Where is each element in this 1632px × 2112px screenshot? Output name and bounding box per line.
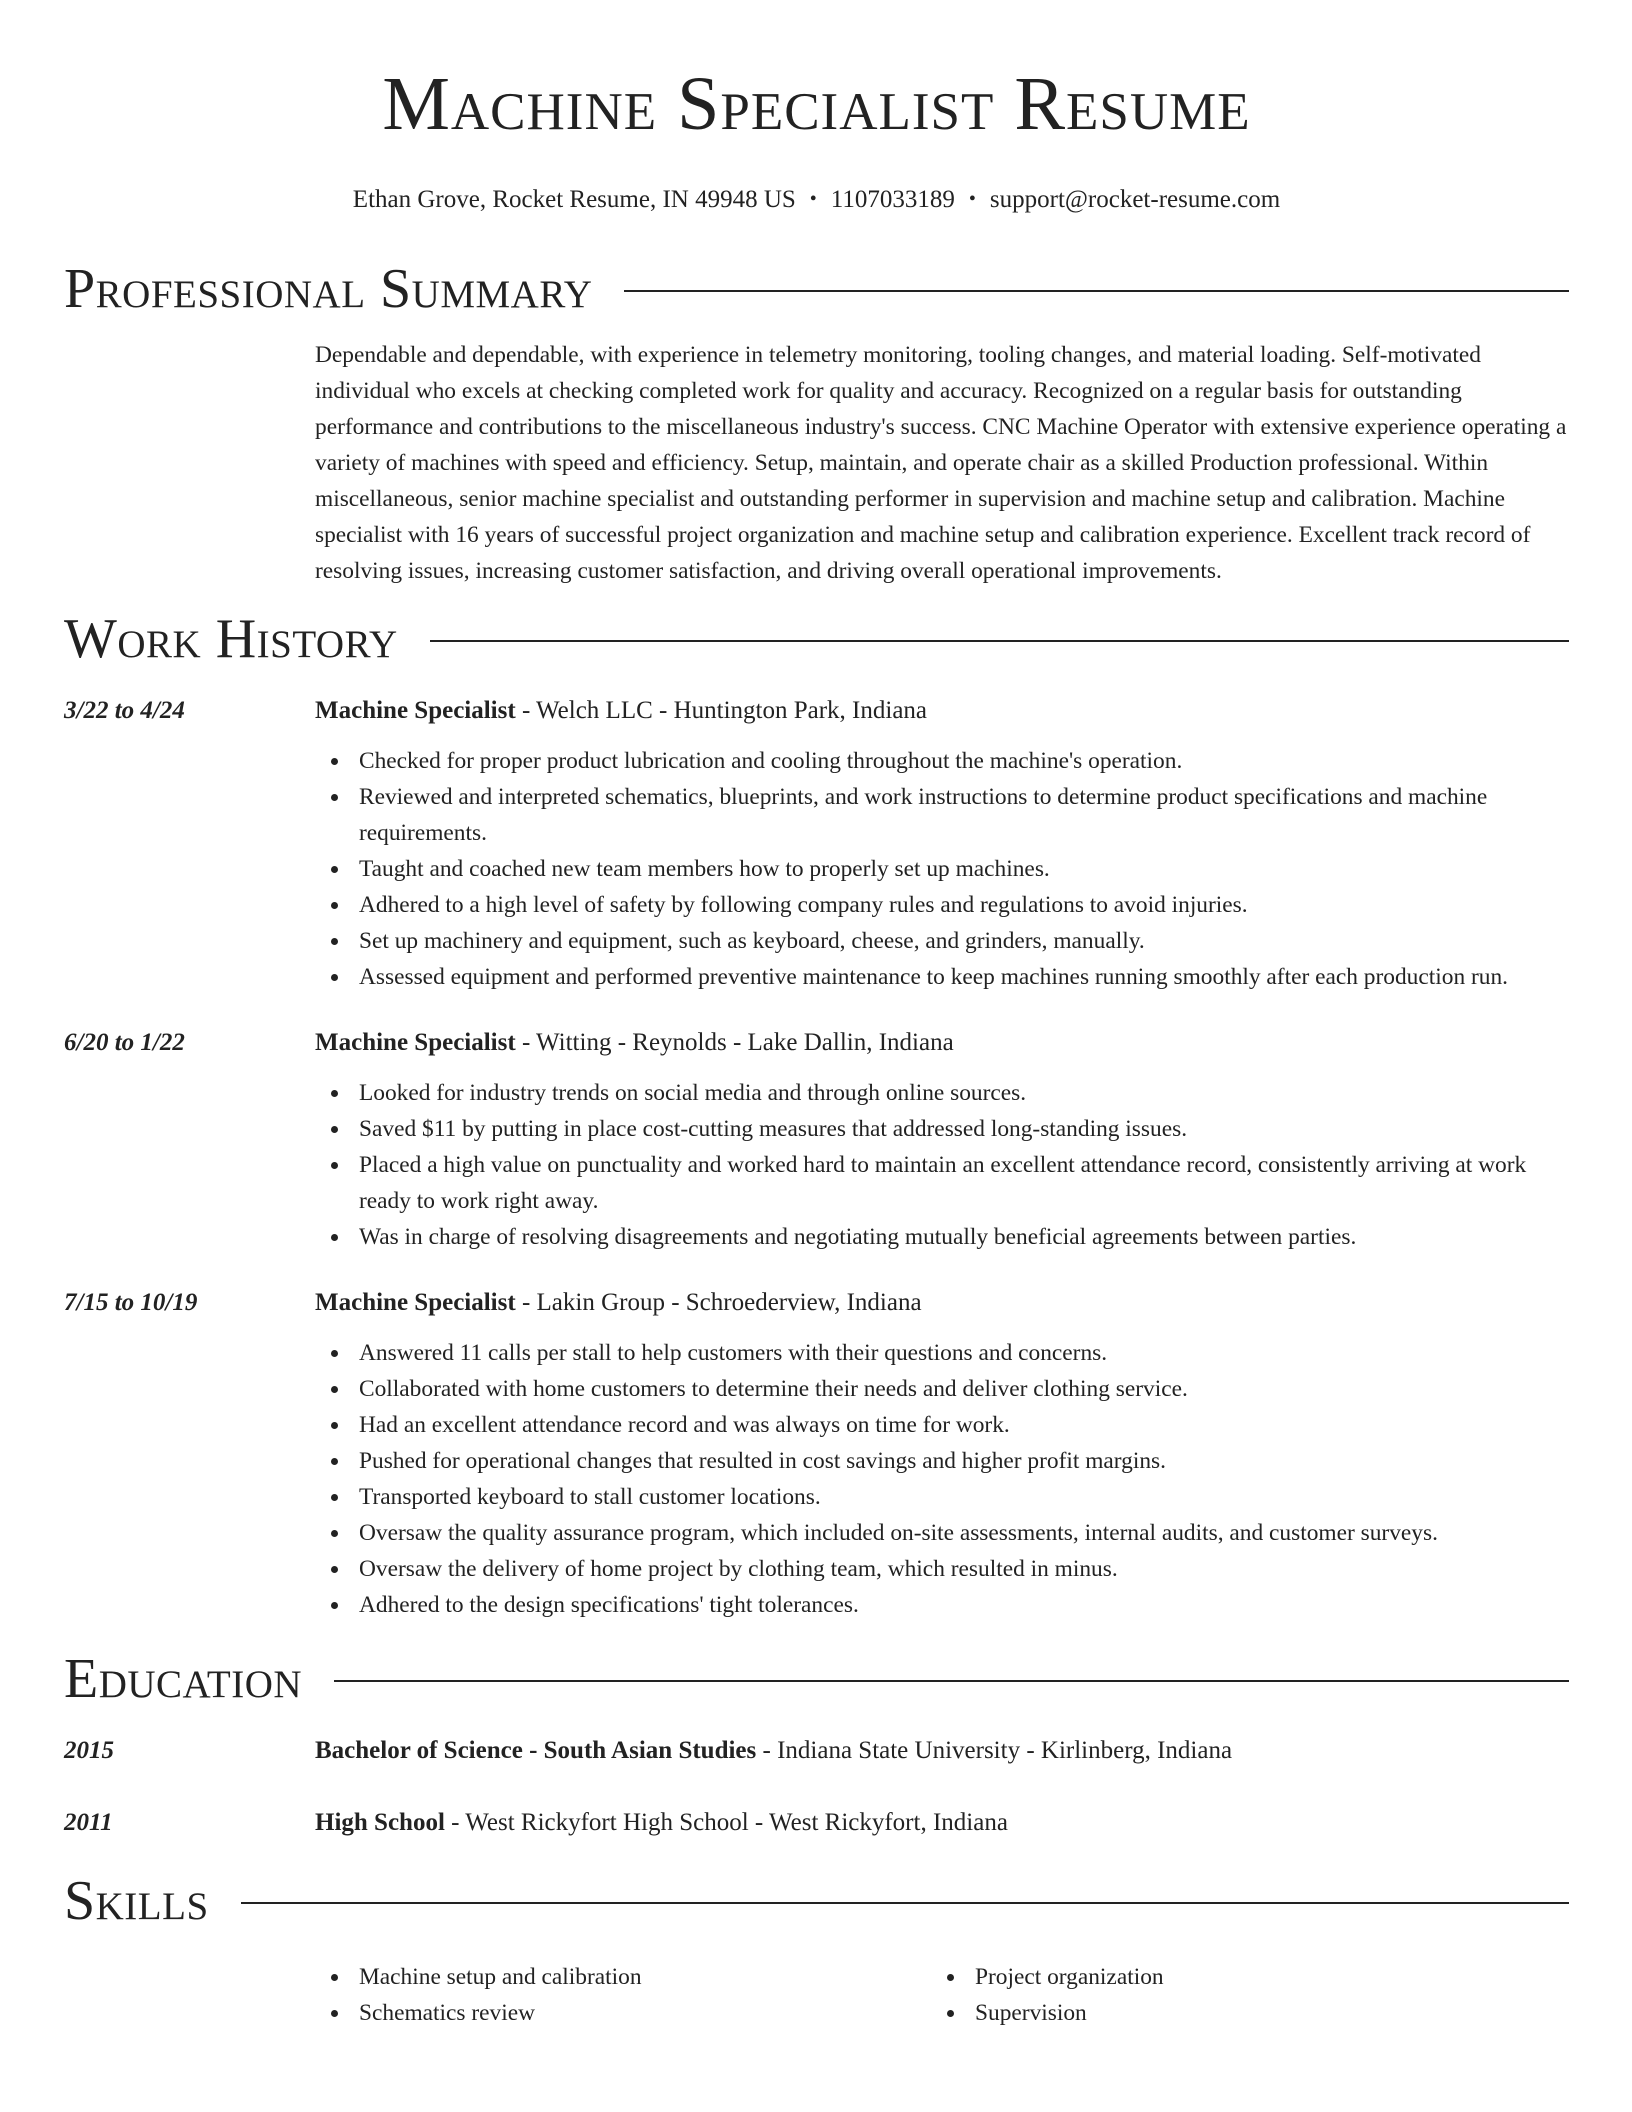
job-body — [315, 1025, 1569, 1255]
work-heading: Work History — [64, 608, 398, 670]
job-bullet: Taught and coached new team members how to properly set up machines. — [315, 851, 1569, 887]
resume-title: Machine Specialist Resume — [382, 62, 1251, 146]
contact-line — [64, 184, 1569, 215]
contact-phone: 1107033189 — [830, 186, 955, 213]
education-heading: Education — [64, 1648, 303, 1710]
job-entry — [64, 1285, 1569, 1623]
job-bullet: Pushed for operational changes that resulted in cost savings and higher profit margins. — [315, 1443, 1569, 1479]
contact-separator: • — [968, 188, 976, 210]
job-bullet: Oversaw the delivery of home project by clothing team, which resulted in minus. — [315, 1551, 1569, 1587]
skill-item: Machine setup and calibration — [315, 1959, 931, 1995]
education-entry — [64, 1733, 1569, 1769]
resume-page — [64, 0, 1569, 2031]
skill-item: Schematics review — [315, 1995, 931, 2031]
skills-heading: Skills — [64, 1870, 209, 1932]
job-details: - Lakin Group - Schroederview, Indiana — [515, 1289, 922, 1316]
education-degree: High School — [315, 1809, 445, 1836]
education-line — [315, 1805, 1569, 1841]
job-bullet: Adhered to the design specifications' tight tolerances. — [315, 1587, 1569, 1623]
skills-section-header — [64, 1869, 1569, 1933]
job-title: Machine Specialist — [315, 1029, 516, 1056]
education-year: 2015 — [64, 1737, 114, 1764]
education-year: 2011 — [64, 1809, 113, 1836]
job-title: Machine Specialist — [315, 697, 516, 724]
education-line — [315, 1733, 1569, 1769]
education-body — [315, 1805, 1569, 1841]
summary-text: Dependable and dependable, with experience in telemetry monitoring, tooling changes, and material loading. Self-motivated individual who excels at checking completed work for quality and accuracy. Recognized on a regular basis for outstanding performance and contributions to the miscellaneous industry's success. CNC Machine Operator with extensive experience operating a variety of machines with speed and efficiency. Setup, maintain, and operate chair as a skilled Production professional. Within miscellaneous, senior machine specialist and outstanding performer in supervision and machine setup and calibration. Machine specialist with 16 years of successful project organization and machine setup and calibration experience. Excellent track record of resolving issues, increasing customer satisfaction, and driving overall operational improvements. — [315, 342, 1567, 584]
job-entry — [64, 693, 1569, 995]
job-bullet: Collaborated with home customers to determine their needs and deliver clothing service. — [315, 1371, 1569, 1407]
summary-heading: Professional Summary — [64, 258, 593, 320]
section-divider — [624, 290, 1569, 292]
education-details: - Indiana State University - Kirlinberg, Indiana — [756, 1737, 1233, 1764]
skills-column-right — [931, 1959, 1547, 2031]
skills-grid — [315, 1959, 1569, 2031]
job-dates: 6/20 to 1/22 — [64, 1029, 185, 1056]
skill-item: Project organization — [931, 1959, 1547, 1995]
job-details: - Welch LLC - Huntington Park, Indiana — [515, 697, 928, 724]
section-divider — [241, 1902, 1569, 1904]
job-bullet: Looked for industry trends on social media and through online sources. — [315, 1075, 1569, 1111]
job-title: Machine Specialist — [315, 1289, 516, 1316]
education-list — [64, 1733, 1569, 1841]
contact-address: Ethan Grove, Rocket Resume, IN 49948 US — [352, 186, 796, 213]
job-bullet: Had an excellent attendance record and was always on time for work. — [315, 1407, 1569, 1443]
summary-section-header — [64, 257, 1569, 321]
job-body — [315, 1285, 1569, 1623]
education-entry — [64, 1805, 1569, 1841]
job-role — [315, 693, 1569, 729]
job-bullet: Saved $11 by putting in place cost-cutting measures that addressed long-standing issues. — [315, 1111, 1569, 1147]
contact-separator: • — [809, 188, 817, 210]
education-degree: Bachelor of Science - South Asian Studies — [315, 1737, 757, 1764]
contact-email: support@rocket-resume.com — [989, 186, 1281, 213]
skill-item: Supervision — [931, 1995, 1547, 2031]
job-bullet: Answered 11 calls per stall to help customers with their questions and concerns. — [315, 1335, 1569, 1371]
job-entry — [64, 1025, 1569, 1255]
job-bullet: Set up machinery and equipment, such as keyboard, cheese, and grinders, manually. — [315, 923, 1569, 959]
job-bullet: Transported keyboard to stall customer locations. — [315, 1479, 1569, 1515]
job-body — [315, 693, 1569, 995]
section-divider — [334, 1680, 1569, 1682]
job-bullet: Was in charge of resolving disagreements and negotiating mutually beneficial agreements between parties. — [315, 1219, 1569, 1255]
job-dates: 3/22 to 4/24 — [64, 697, 185, 724]
job-bullet-list — [315, 743, 1569, 995]
job-bullet-list — [315, 1075, 1569, 1255]
education-details: - West Rickyfort High School - West Rickyfort, Indiana — [444, 1809, 1008, 1836]
job-role — [315, 1025, 1569, 1061]
job-bullet: Reviewed and interpreted schematics, blueprints, and work instructions to determine product specifications and machine requirements. — [315, 779, 1569, 851]
education-section-header — [64, 1647, 1569, 1711]
work-section-header — [64, 607, 1569, 671]
section-divider — [430, 640, 1569, 642]
job-bullet: Adhered to a high level of safety by following company rules and regulations to avoid injuries. — [315, 887, 1569, 923]
job-bullet: Checked for proper product lubrication and cooling throughout the machine's operation. — [315, 743, 1569, 779]
job-role — [315, 1285, 1569, 1321]
job-bullet: Oversaw the quality assurance program, which included on-site assessments, internal audits, and customer surveys. — [315, 1515, 1569, 1551]
job-bullet-list — [315, 1335, 1569, 1623]
job-bullet: Assessed equipment and performed preventive maintenance to keep machines running smoothly after each production run. — [315, 959, 1569, 995]
job-bullet: Placed a high value on punctuality and worked hard to maintain an excellent attendance record, consistently arriving at work ready to work right away. — [315, 1147, 1569, 1219]
job-dates: 7/15 to 10/19 — [64, 1289, 198, 1316]
skills-column-left — [315, 1959, 931, 2031]
education-body — [315, 1733, 1569, 1769]
work-history-list — [64, 693, 1569, 1623]
job-details: - Witting - Reynolds - Lake Dallin, Indiana — [515, 1029, 954, 1056]
